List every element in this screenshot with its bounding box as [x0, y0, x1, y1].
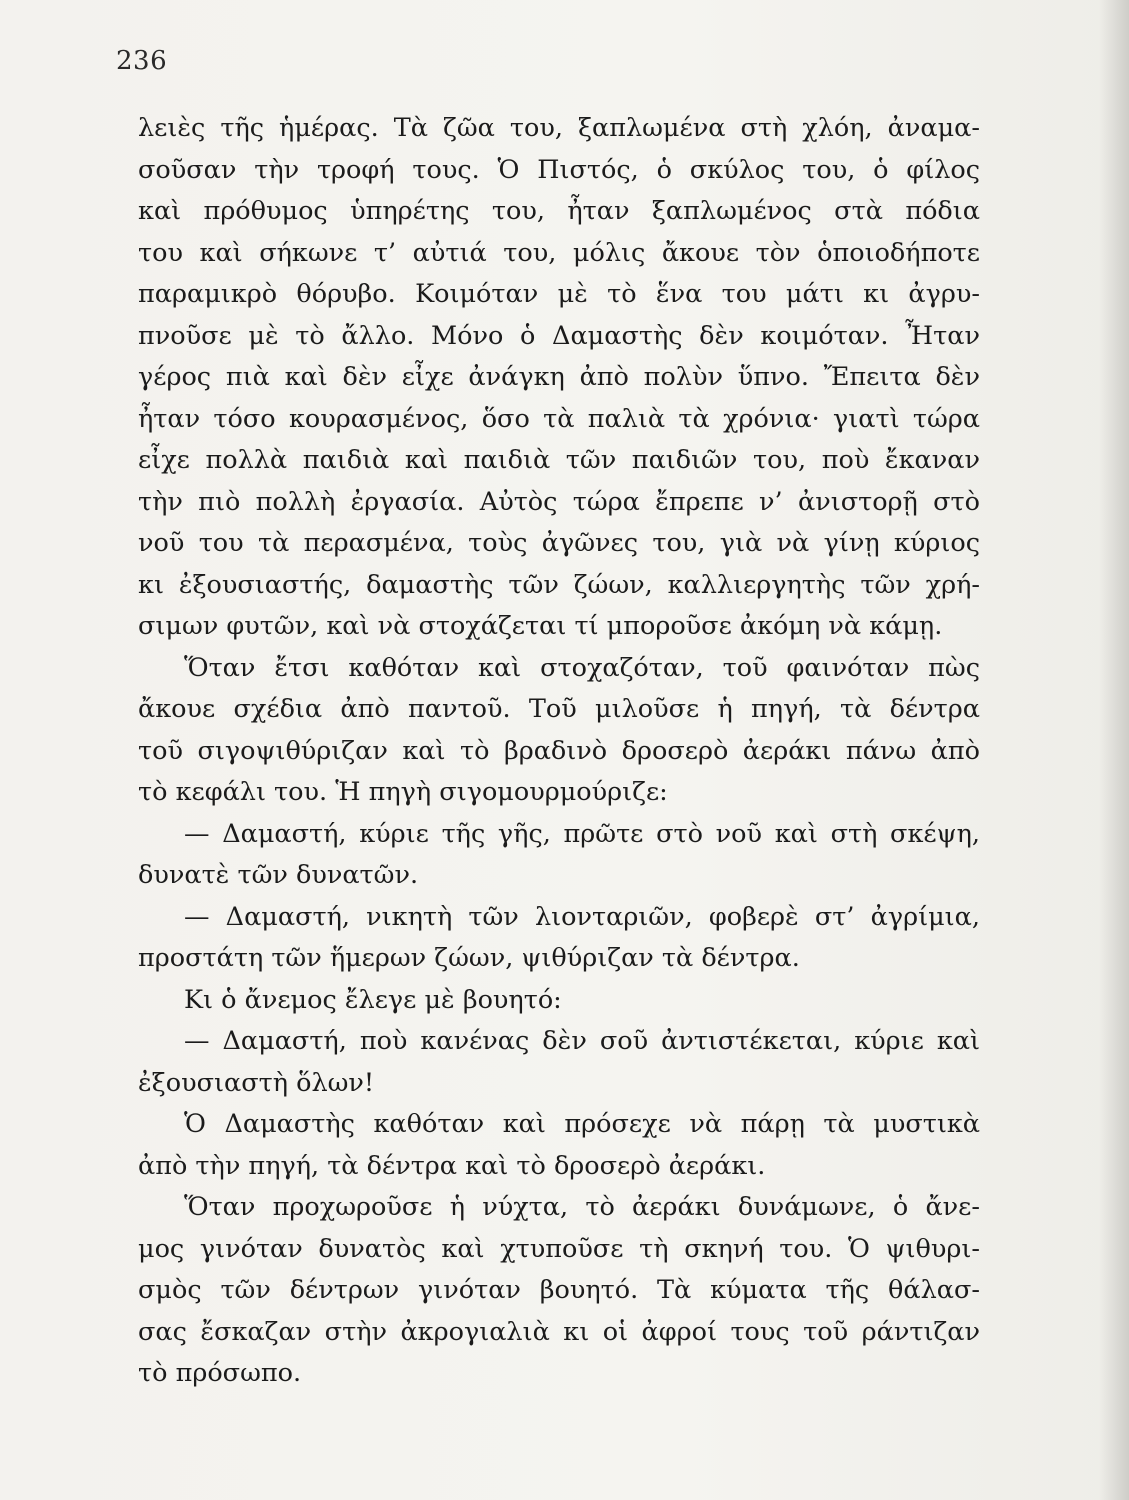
text-line: — Δαμαστή, νικητὴ τῶν λιονταριῶν, φοβερὲ στ’ ἀγρίμια,: [184, 901, 980, 932]
text-line: μος γινόταν δυνατὸς καὶ χτυποῦσε τὴ σκηνή του. Ὁ ψιθυρι-: [138, 1233, 980, 1264]
text-line: Ὁ Δαμαστὴς καθόταν καὶ πρόσεχε νὰ πάρῃ τὰ μυστικὰ: [184, 1109, 980, 1139]
text-line: προστάτη τῶν ἥμερων ζώων, ψιθύριζαν τὰ δέντρα.: [138, 943, 800, 973]
text-line: Κι ὁ ἄνεμος ἔλεγε μὲ βουητό:: [184, 984, 562, 1015]
text-line: ἄκουε σχέδια ἀπὸ παντοῦ. Τοῦ μιλοῦσε ἡ πηγή, τὰ δέντρα: [138, 694, 980, 724]
text-line: Ὅταν ἔτσι καθόταν καὶ στοχαζόταν, τοῦ φαινόταν πὼς: [184, 652, 980, 683]
text-line: πνοῦσε μὲ τὸ ἄλλο. Μόνο ὁ Δαμαστὴς δὲν κοιμόταν. Ἦταν: [138, 320, 980, 351]
text-line: σας ἔσκαζαν στὴν ἀκρογιαλιὰ κι οἱ ἀφροί τους τοῦ ράντιζαν: [138, 1316, 980, 1347]
page-edge-shadow: [1099, 0, 1129, 1500]
text-line: εἶχε πολλὰ παιδιὰ καὶ παιδιὰ τῶν παιδιῶν του, ποὺ ἔκαναν: [138, 445, 980, 475]
text-line: τοῦ σιγοψιθύριζαν καὶ τὸ βραδινὸ δροσερὸ ἀεράκι πάνω ἀπὸ: [138, 735, 980, 766]
text-line: σιμων φυτῶν, καὶ νὰ στοχάζεται τί μποροῦσε ἀκόμη νὰ κάμῃ.: [138, 611, 943, 641]
text-line: παραμικρὸ θόρυβο. Κοιμόταν μὲ τὸ ἕνα του μάτι κι ἀγρυ-: [138, 279, 980, 309]
text-line: νοῦ του τὰ περασμένα, τοὺς ἀγῶνες του, γιὰ νὰ γίνῃ κύριος: [138, 528, 980, 558]
text-line: δυνατὲ τῶν δυνατῶν.: [138, 860, 419, 890]
text-line: τὸ πρόσωπο.: [138, 1358, 302, 1388]
text-line: σμὸς τῶν δέντρων γινόταν βουητό. Τὰ κύματα τῆς θάλασ-: [138, 1275, 980, 1305]
text-line: ἦταν τόσο κουρασμένος, ὅσο τὰ παλιὰ τὰ χρόνια· γιατὶ τώρα: [138, 403, 980, 434]
text-line: του καὶ σήκωνε τ’ αὐτιά του, μόλις ἄκουε τὸν ὁποιοδήποτε: [138, 237, 980, 268]
text-line: τὴν πιὸ πολλὴ ἐργασία. Αὐτὸς τώρα ἔπρεπε ν’ ἀνιστορῇ στὸ: [138, 486, 980, 517]
text-line: — Δαμαστή, ποὺ κανένας δὲν σοῦ ἀντιστέκεται, κύριε καὶ: [184, 1026, 980, 1056]
text-line: σοῦσαν τὴν τροφή τους. Ὁ Πιστός, ὁ σκύλος του, ὁ φίλος: [138, 154, 980, 185]
text-line: γέρος πιὰ καὶ δὲν εἶχε ἀνάγκη ἀπὸ πολὺν ὕπνο. Ἔπειτα δὲν: [138, 362, 980, 392]
page-number: 236: [116, 46, 168, 76]
text-line: ἀπὸ τὴν πηγή, τὰ δέντρα καὶ τὸ δροσερὸ ἀεράκι.: [138, 1150, 766, 1181]
text-line: τὸ κεφάλι του. Ἡ πηγὴ σιγομουρμούριζε:: [138, 777, 668, 807]
text-line: λειὲς τῆς ἡμέρας. Τὰ ζῶα του, ξαπλωμένα στὴ χλόη, ἀναμα-: [138, 113, 980, 143]
text-line: Ὅταν προχωροῦσε ἡ νύχτα, τὸ ἀεράκι δυνάμωνε, ὁ ἄνε-: [184, 1192, 980, 1222]
text-line: κι ἐξουσιαστής, δαμαστὴς τῶν ζώων, καλλιεργητὴς τῶν χρή-: [138, 569, 980, 600]
text-line: — Δαμαστή, κύριε τῆς γῆς, πρῶτε στὸ νοῦ καὶ στὴ σκέψη,: [184, 818, 980, 849]
text-line: καὶ πρόθυμος ὑπηρέτης του, ἦταν ξαπλωμένος στὰ πόδια: [138, 196, 980, 226]
text-line: ἐξουσιαστὴ ὅλων!: [138, 1067, 375, 1098]
body-text: [138, 108, 980, 1395]
